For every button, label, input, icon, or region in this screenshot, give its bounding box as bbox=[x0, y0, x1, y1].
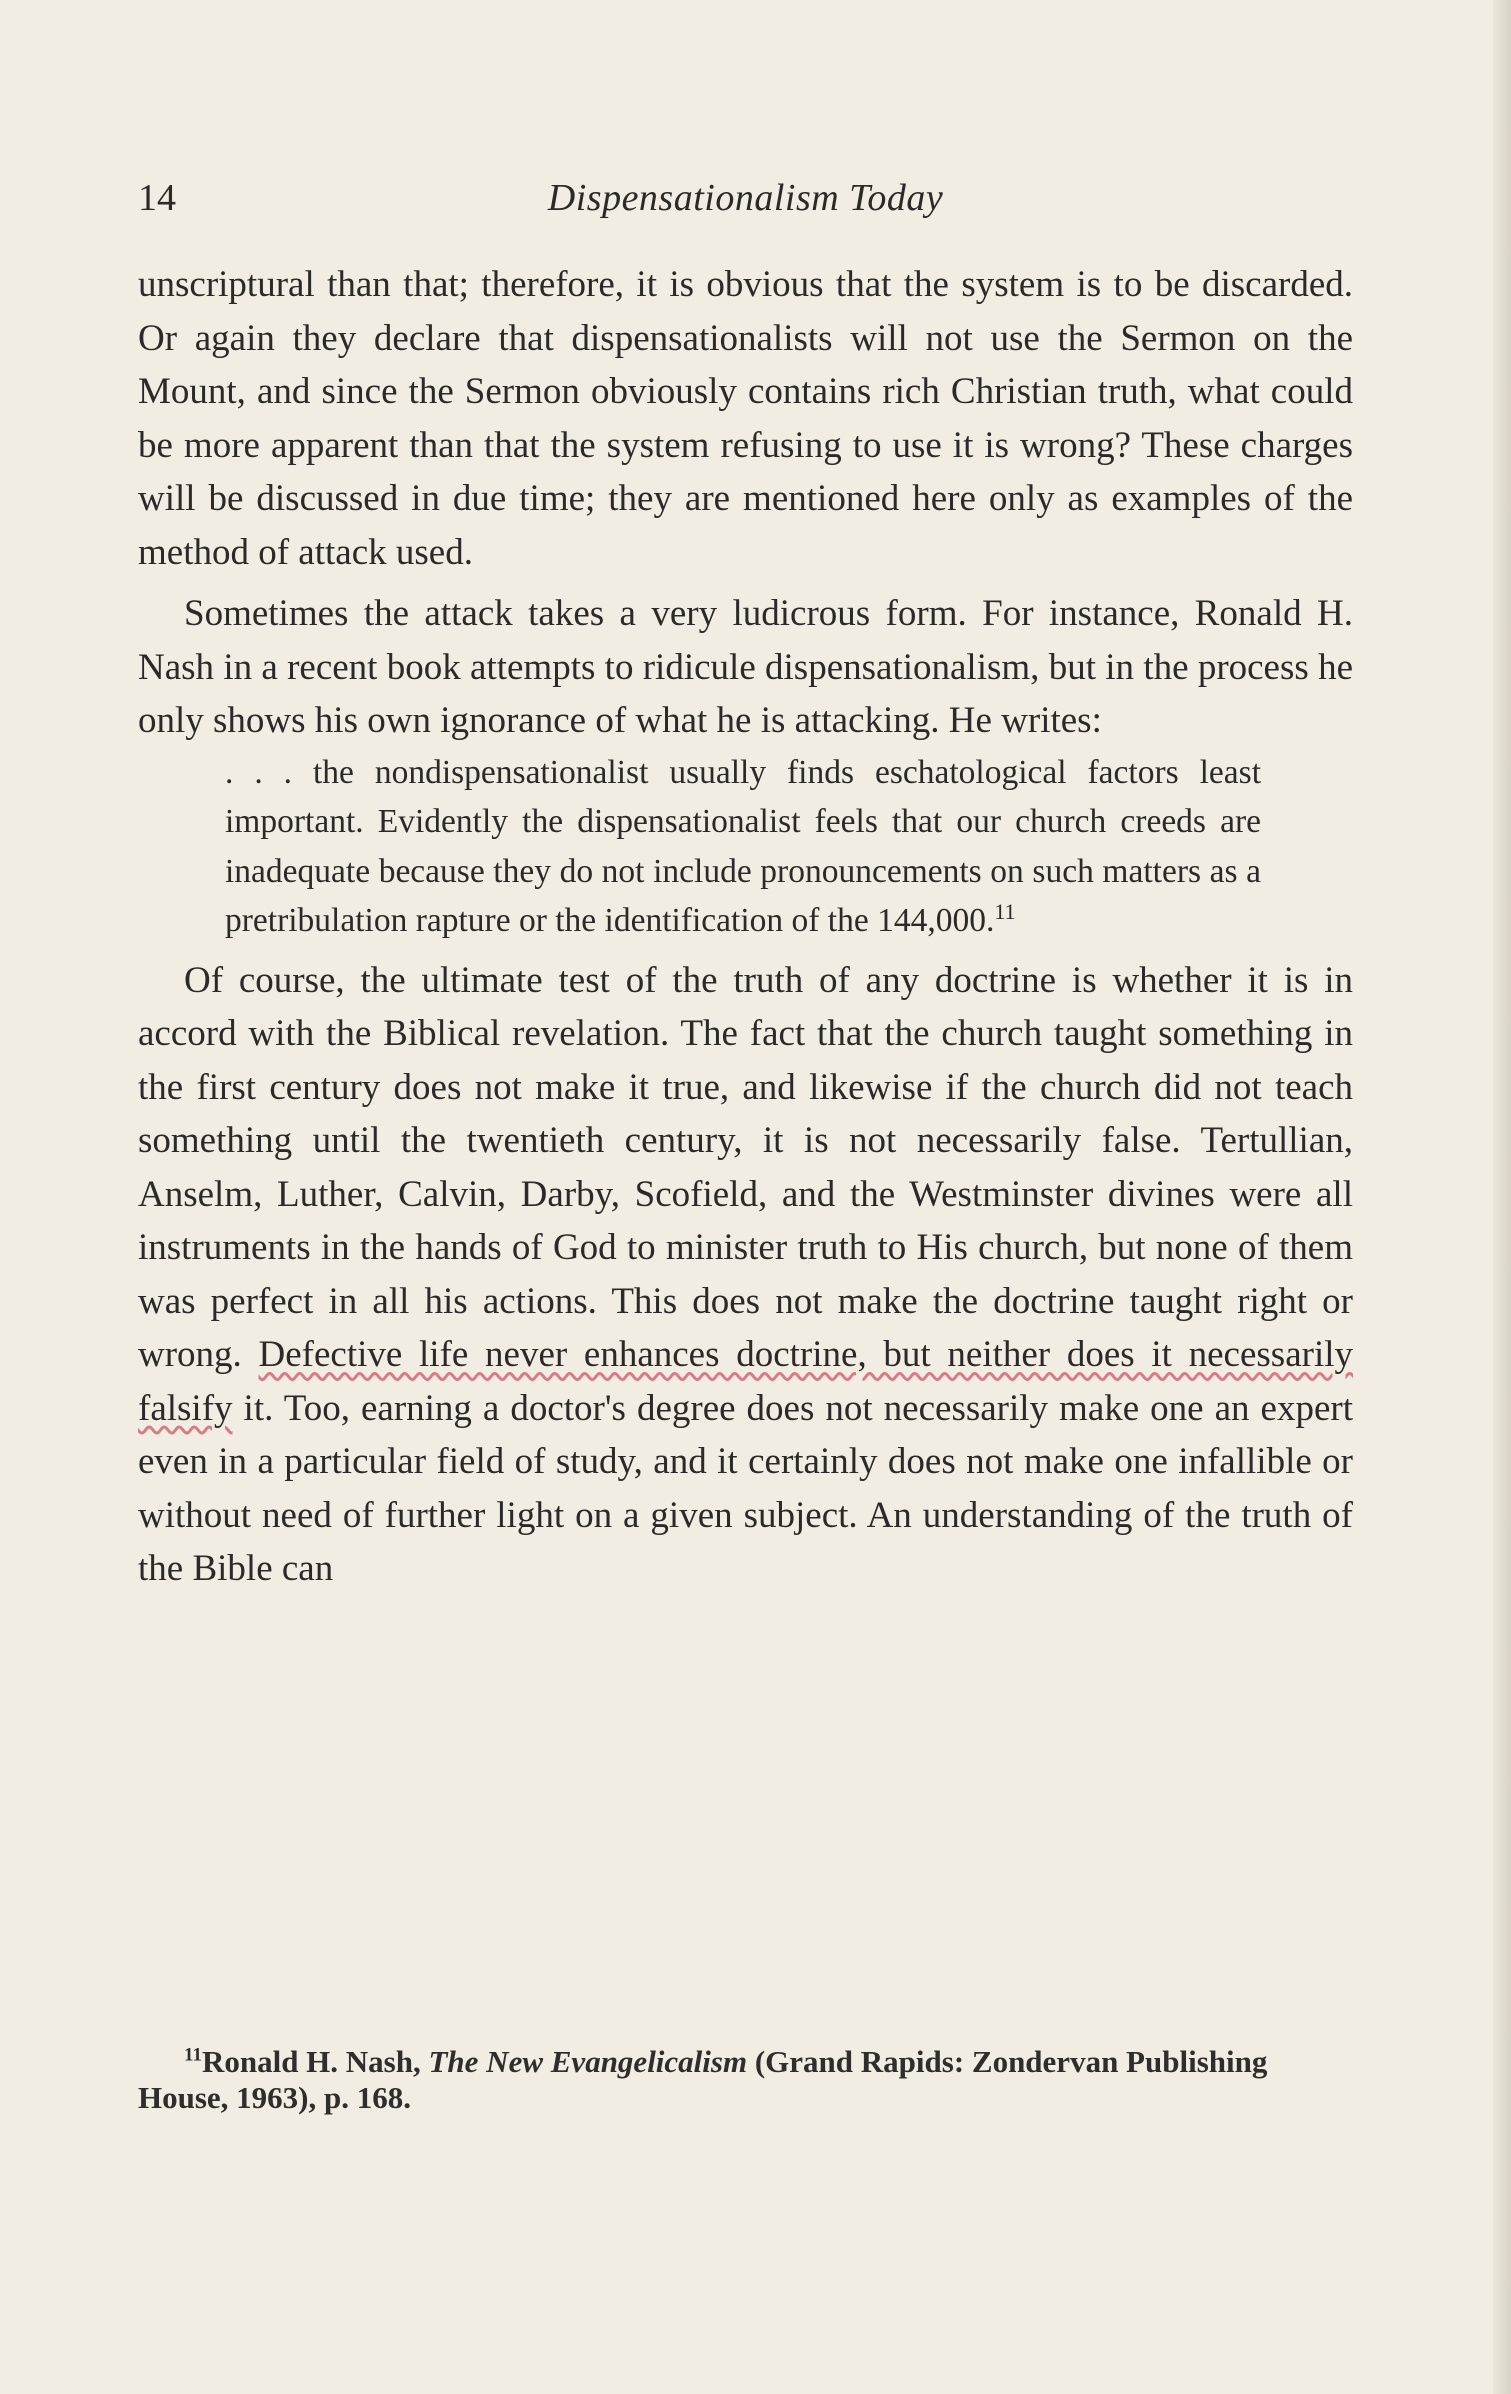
footnote-number: 11 bbox=[184, 2044, 202, 2066]
page-number: 14 bbox=[138, 177, 176, 219]
footnote bbox=[138, 2044, 1353, 2116]
footnote-book-title: The New Evangelicalism bbox=[428, 2044, 748, 2079]
footnote-details: (Grand Rapids: Zondervan Publishing House, 1963), p. 168. bbox=[138, 2044, 1268, 2115]
paragraph-3 bbox=[138, 954, 1353, 1596]
paragraph-3-start: Of course, the ultimate test of the truth of any doctrine is whether it is in accord with the Biblical revelation. The fact that the church taught something in the first century does not make it true, and likewise if the church did not teach something until the twentieth century, it is not necessarily false. Tertullian, Anselm, Luther, Calvin, Darby, Scofield, and the Westminster divines were all instruments in the hands of God to minister truth to His church, but none of them was perfect in all his actions. This does not make the doctrine taught right or wrong. bbox=[138, 959, 1353, 1375]
block-quote bbox=[138, 748, 1261, 946]
underlined-passage: Defective life never enhances doctrine, but neither does it necessarily falsify bbox=[138, 1334, 1354, 1429]
page-header bbox=[138, 176, 1353, 236]
paragraph-3-end: it. Too, earning a doctor's degree does not necessarily make one an expert even in a particular field of study, and it certainly does not make one infallible or without need of further light on a given subject. An understanding of the truth of the Bible can bbox=[138, 1387, 1353, 1589]
paragraph-1: unscriptural than that; therefore, it is obvious that the system is to be discarded. Or again they declare that dispensationalists will not use the Sermon on the Mount, and since the Sermon obviously contains rich Christian truth, what could be more apparent than that the system refusing to use it is wrong? These charges will be discussed in due time; they are mentioned here only as examples of the method of attack used. bbox=[138, 264, 1353, 573]
running-title: Dispensationalism Today bbox=[547, 177, 944, 219]
body-text bbox=[138, 258, 1353, 1596]
page-edge bbox=[1493, 0, 1511, 2394]
block-quote-text: . . . the nondispensationalist usually finds eschatological factors least important. Evidently the dispensationalist feels that our church creeds are inadequate because they do not include pronouncements on such matters as a pretribulation rapture or the identification of the 144,000. bbox=[225, 753, 1261, 939]
footnote-author: Ronald H. Nash, bbox=[201, 2044, 429, 2079]
footnote-reference: 11 bbox=[994, 898, 1016, 924]
paragraph-2: Sometimes the attack takes a very ludicrous form. For instance, Ronald H. Nash in a recent book attempts to ridicule dispensationalism, but in the process he only shows his own ignorance of what he is attacking. He writes: bbox=[138, 593, 1353, 741]
